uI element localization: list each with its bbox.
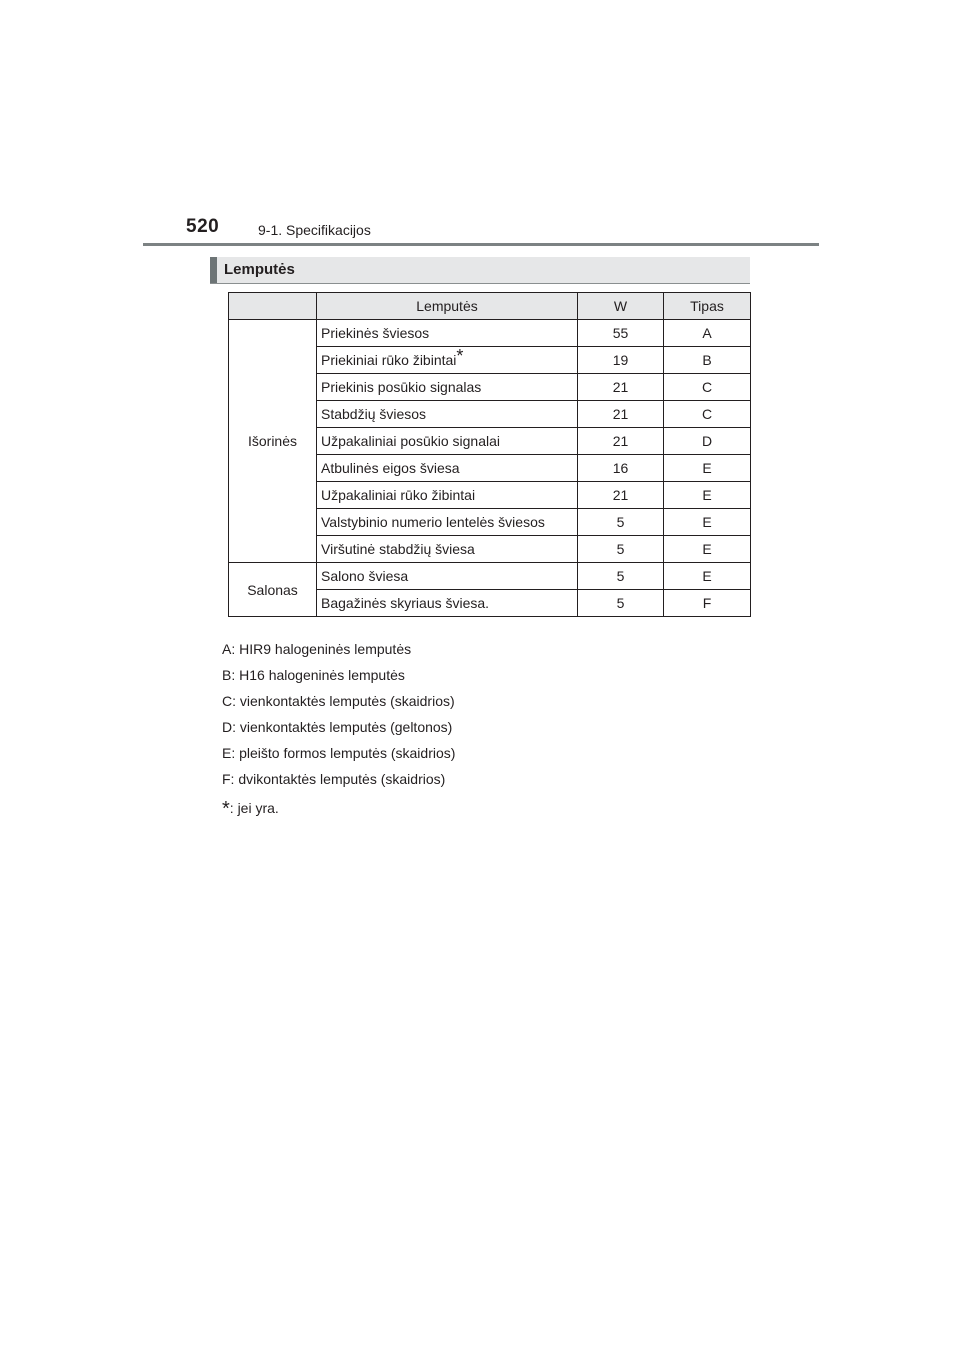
wattage-cell: 5 <box>578 509 664 536</box>
column-header-watt: W <box>578 293 664 320</box>
note-b: B: H16 halogeninės lemputės <box>222 667 405 683</box>
wattage-cell: 21 <box>578 374 664 401</box>
type-cell: E <box>664 455 751 482</box>
wattage-cell: 19 <box>578 347 664 374</box>
bulb-name: Stabdžių šviesos <box>321 406 427 422</box>
section-title: Lemputės <box>224 261 295 278</box>
bulb-name-cell <box>317 590 578 617</box>
column-header-group <box>229 293 317 320</box>
bulb-name-cell <box>317 428 578 455</box>
footnote-marker: * <box>456 346 464 366</box>
bulb-name: Viršutinė stabdžių šviesa <box>321 541 475 557</box>
wattage-cell: 21 <box>578 401 664 428</box>
type-cell: E <box>664 536 751 563</box>
bulb-name: Užpakaliniai rūko žibintai <box>321 487 476 503</box>
note-f: F: dvikontaktės lemputės (skaidrios) <box>222 771 446 787</box>
bulb-name-cell <box>317 482 578 509</box>
section-heading <box>210 257 750 284</box>
type-cell: F <box>664 590 751 617</box>
chapter-title: 9-1. Specifikacijos <box>258 222 371 238</box>
bulb-name-cell <box>317 563 578 590</box>
bulb-name: Bagažinės skyriaus šviesa. <box>321 595 490 611</box>
note-c: C: vienkontaktės lemputės (skaidrios) <box>222 693 455 709</box>
footnote-star: * <box>222 798 230 820</box>
wattage-cell: 55 <box>578 320 664 347</box>
bulb-name-cell <box>317 509 578 536</box>
note-a: A: HIR9 halogeninės lemputės <box>222 641 412 657</box>
bulb-name-cell <box>317 536 578 563</box>
footnote <box>222 796 455 819</box>
page-number: 520 <box>186 216 220 237</box>
bulb-name: Salono šviesa <box>321 568 409 584</box>
note-e: E: pleišto formos lemputės (skaidrios) <box>222 745 456 761</box>
bulb-name: Atbulinės eigos šviesa <box>321 460 460 476</box>
type-cell: C <box>664 401 751 428</box>
type-cell: D <box>664 428 751 455</box>
row-group-label: Išorinės <box>229 320 317 563</box>
note-d: D: vienkontaktės lemputės (geltonos) <box>222 719 453 735</box>
column-header-type: Tipas <box>664 293 751 320</box>
table-body <box>229 320 751 617</box>
header-divider <box>143 243 819 246</box>
wattage-cell: 5 <box>578 590 664 617</box>
type-cell: C <box>664 374 751 401</box>
bulb-name-cell <box>317 320 578 347</box>
section-heading-bar <box>210 257 217 283</box>
bulb-name: Priekinės šviesos <box>321 325 430 341</box>
bulb-name: Priekiniai rūko žibintai <box>321 352 457 368</box>
type-cell: E <box>664 563 751 590</box>
bulbs-table <box>228 292 751 617</box>
type-cell: E <box>664 482 751 509</box>
bulb-name: Priekinis posūkio signalas <box>321 379 482 395</box>
type-cell: E <box>664 509 751 536</box>
wattage-cell: 21 <box>578 428 664 455</box>
bulb-name-cell <box>317 347 578 374</box>
type-legend <box>222 640 455 819</box>
wattage-cell: 5 <box>578 536 664 563</box>
bulb-name-cell <box>317 401 578 428</box>
table-row <box>229 563 751 590</box>
row-group-label: Salonas <box>229 563 317 617</box>
wattage-cell: 5 <box>578 563 664 590</box>
column-header-bulb: Lemputės <box>317 293 578 320</box>
table-header-row <box>229 293 751 320</box>
type-cell: A <box>664 320 751 347</box>
wattage-cell: 21 <box>578 482 664 509</box>
bulb-name: Užpakaliniai posūkio signalai <box>321 433 500 449</box>
bulb-name-cell <box>317 455 578 482</box>
wattage-cell: 16 <box>578 455 664 482</box>
footnote-text: : jei yra. <box>229 800 279 816</box>
bulb-name-cell <box>317 374 578 401</box>
type-cell: B <box>664 347 751 374</box>
bulb-name: Valstybinio numerio lentelės šviesos <box>321 514 545 530</box>
table-row <box>229 320 751 347</box>
